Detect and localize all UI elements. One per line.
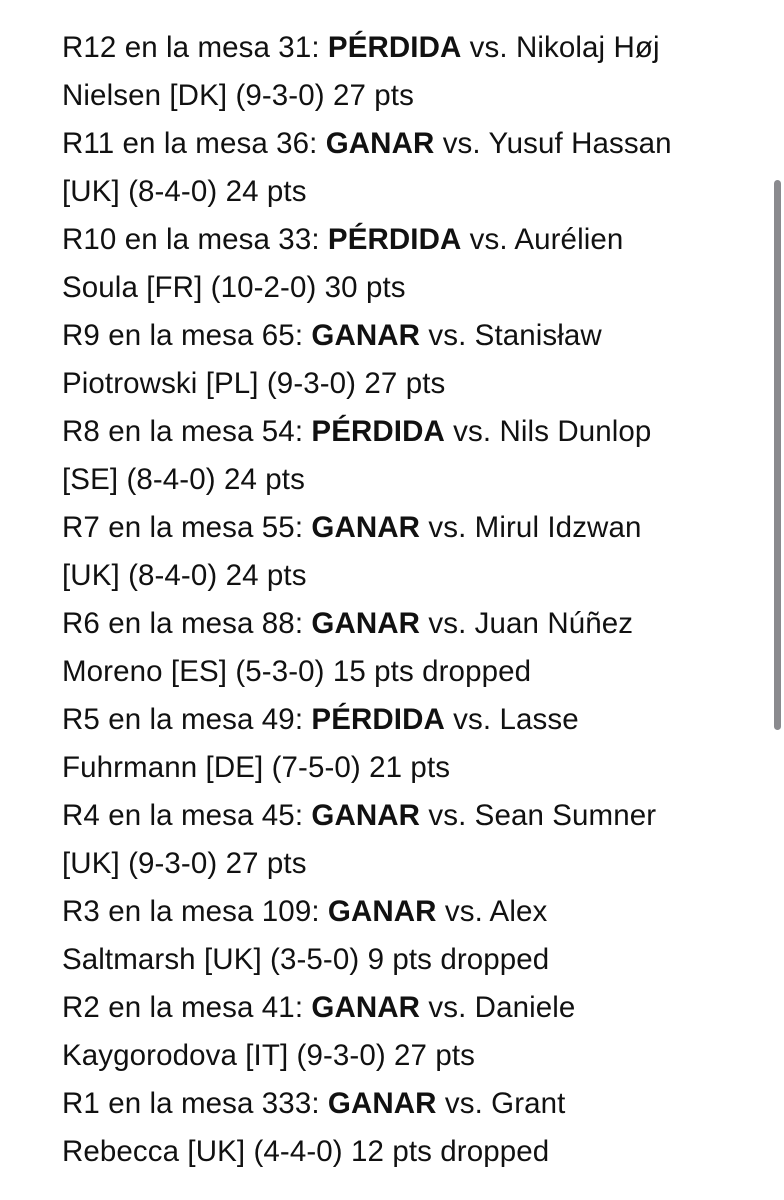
opponent-start: vs. Alex bbox=[436, 895, 548, 928]
round-entry-line1 bbox=[62, 888, 752, 936]
opponent-start: vs. Yusuf Hassan bbox=[434, 127, 672, 160]
opponent-start: vs. Stanisław bbox=[420, 319, 602, 352]
round-entry-r5 bbox=[62, 696, 752, 792]
result-label: GANAR bbox=[327, 1087, 437, 1120]
round-entry-line2: [UK] (8-4-0) 24 pts bbox=[62, 175, 307, 208]
result-label: PÉRDIDA bbox=[327, 31, 462, 64]
round-entry-line1 bbox=[62, 792, 752, 840]
round-entry-r10 bbox=[62, 216, 752, 312]
round-prefix: R8 en la mesa 54: bbox=[62, 415, 312, 448]
result-label: GANAR bbox=[311, 607, 421, 640]
opponent-start: vs. Nils Dunlop bbox=[444, 415, 652, 448]
round-entry-r11 bbox=[62, 120, 752, 216]
result-label: GANAR bbox=[311, 319, 421, 352]
round-entry-line1 bbox=[62, 504, 752, 552]
round-entry-line1 bbox=[62, 216, 752, 264]
round-entry-line2: Moreno [ES] (5-3-0) 15 pts dropped bbox=[62, 655, 532, 688]
result-label: GANAR bbox=[311, 991, 421, 1024]
round-prefix: R5 en la mesa 49: bbox=[62, 703, 312, 736]
result-label: PÉRDIDA bbox=[311, 703, 445, 736]
round-entry-line2: Kaygorodova [IT] (9-3-0) 27 pts bbox=[62, 1039, 476, 1072]
round-results-list bbox=[62, 24, 752, 1176]
round-entry-line2: Nielsen [DK] (9-3-0) 27 pts bbox=[62, 79, 414, 112]
round-entry-line2: Piotrowski [PL] (9-3-0) 27 pts bbox=[62, 367, 446, 400]
result-label: PÉRDIDA bbox=[311, 415, 445, 448]
round-entry-r6 bbox=[62, 600, 752, 696]
round-prefix: R3 en la mesa 109: bbox=[62, 895, 328, 928]
round-prefix: R6 en la mesa 88: bbox=[62, 607, 312, 640]
round-entry-line1 bbox=[62, 600, 752, 648]
round-entry-r1 bbox=[62, 1080, 752, 1176]
round-entry-r8 bbox=[62, 408, 752, 504]
round-entry-line1 bbox=[62, 120, 752, 168]
result-label: PÉRDIDA bbox=[327, 223, 462, 256]
round-entry-line1 bbox=[62, 24, 752, 72]
round-entry-line1 bbox=[62, 1080, 752, 1128]
round-entry-line2: Fuhrmann [DE] (7-5-0) 21 pts bbox=[62, 751, 451, 784]
round-entry-r7 bbox=[62, 504, 752, 600]
round-entry-r3 bbox=[62, 888, 752, 984]
round-entry-r4 bbox=[62, 792, 752, 888]
round-prefix: R1 en la mesa 333: bbox=[62, 1087, 328, 1120]
round-entry-line2: [UK] (9-3-0) 27 pts bbox=[62, 847, 307, 880]
round-entry-line1 bbox=[62, 408, 752, 456]
round-prefix: R10 en la mesa 33: bbox=[62, 223, 328, 256]
opponent-start: vs. Aurélien bbox=[461, 223, 624, 256]
round-prefix: R9 en la mesa 65: bbox=[62, 319, 312, 352]
round-prefix: R4 en la mesa 45: bbox=[62, 799, 312, 832]
round-entry-line2: [UK] (8-4-0) 24 pts bbox=[62, 559, 307, 592]
round-prefix: R2 en la mesa 41: bbox=[62, 991, 312, 1024]
round-prefix: R11 en la mesa 36: bbox=[62, 127, 326, 160]
opponent-start: vs. Lasse bbox=[444, 703, 579, 736]
opponent-start: vs. Grant bbox=[436, 1087, 566, 1120]
round-entry-line1 bbox=[62, 984, 752, 1032]
round-entry-r12 bbox=[62, 24, 752, 120]
opponent-start: vs. Juan Núñez bbox=[420, 607, 634, 640]
round-entry-r9 bbox=[62, 312, 752, 408]
round-entry-line1 bbox=[62, 696, 752, 744]
round-prefix: R12 en la mesa 31: bbox=[62, 31, 328, 64]
scrollbar-thumb[interactable] bbox=[774, 180, 781, 730]
result-label: GANAR bbox=[327, 895, 437, 928]
round-entry-line1 bbox=[62, 312, 752, 360]
opponent-start: vs. Nikolaj Høj bbox=[461, 31, 660, 64]
vertical-scrollbar[interactable] bbox=[774, 180, 781, 730]
round-entry-line2: Rebecca [UK] (4-4-0) 12 pts dropped bbox=[62, 1135, 550, 1168]
opponent-start: vs. Sean Sumner bbox=[420, 799, 657, 832]
round-prefix: R7 en la mesa 55: bbox=[62, 511, 312, 544]
round-entry-line2: [SE] (8-4-0) 24 pts bbox=[62, 463, 305, 496]
result-label: GANAR bbox=[311, 511, 421, 544]
round-entry-line2: Saltmarsh [UK] (3-5-0) 9 pts dropped bbox=[62, 943, 550, 976]
opponent-start: vs. Daniele bbox=[420, 991, 576, 1024]
round-entry-r2 bbox=[62, 984, 752, 1080]
opponent-start: vs. Mirul Idzwan bbox=[420, 511, 642, 544]
result-label: GANAR bbox=[325, 127, 435, 160]
result-label: GANAR bbox=[311, 799, 421, 832]
round-entry-line2: Soula [FR] (10-2-0) 30 pts bbox=[62, 271, 406, 304]
